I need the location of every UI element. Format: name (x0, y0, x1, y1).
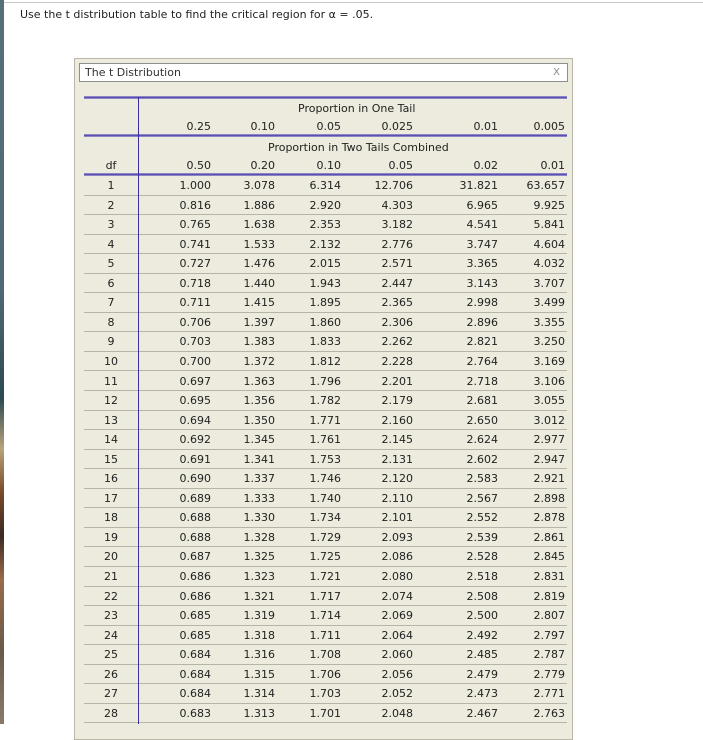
value-cell: 31.821 (459, 179, 498, 192)
value-cell: 2.145 (381, 433, 413, 447)
value-cell: 2.093 (381, 530, 413, 544)
value-cell: 2.764 (466, 354, 498, 368)
value-cell: 1.356 (243, 394, 275, 408)
value-cell: 2.552 (466, 511, 498, 525)
value-cell: 1.325 (243, 550, 275, 564)
value-cell: 6.965 (466, 198, 498, 212)
table-row (84, 567, 567, 587)
two-tail-header: 0.02 (473, 159, 498, 172)
t-distribution-dialog (74, 58, 573, 740)
value-cell: 1.734 (309, 511, 341, 525)
table-row (84, 254, 567, 274)
value-cell: 1.711 (309, 628, 341, 642)
value-cell: 2.624 (466, 433, 498, 447)
value-cell: 3.707 (533, 276, 565, 290)
value-cell: 2.787 (533, 648, 565, 662)
value-cell: 2.492 (466, 628, 498, 642)
one-tail-header: 0.05 (316, 120, 341, 133)
df-cell: 10 (104, 354, 118, 368)
value-cell: 2.567 (466, 491, 498, 505)
value-cell: 1.372 (243, 354, 275, 368)
value-cell: 1.363 (243, 374, 275, 388)
value-cell: 3.182 (381, 218, 413, 232)
value-cell: 1.706 (309, 667, 341, 681)
value-cell: 2.467 (466, 706, 498, 720)
value-cell: 3.106 (533, 374, 565, 388)
df-cell: 14 (104, 433, 118, 447)
value-cell: 0.695 (179, 394, 211, 408)
table-row (84, 587, 567, 607)
value-cell: 1.313 (243, 706, 275, 720)
value-cell: 1.796 (309, 374, 341, 388)
table-row (84, 313, 567, 333)
table-row (84, 684, 567, 704)
value-cell: 2.508 (466, 589, 498, 603)
value-cell: 1.782 (309, 394, 341, 408)
df-cell: 27 (104, 687, 118, 701)
value-cell: 2.086 (381, 550, 413, 564)
value-cell: 0.687 (179, 550, 211, 564)
df-cell: 3 (107, 218, 115, 232)
value-cell: 2.831 (533, 570, 565, 583)
value-cell: 2.447 (381, 276, 413, 290)
value-cell: 0.686 (179, 570, 211, 583)
one-tail-header: 0.025 (381, 120, 413, 133)
value-cell: 6.314 (309, 179, 341, 192)
value-cell: 0.697 (179, 374, 211, 388)
two-tail-label: Proportion in Two Tails Combined (268, 141, 449, 154)
value-cell: 2.201 (381, 374, 413, 388)
value-cell: 1.350 (243, 413, 275, 427)
table-row (84, 665, 567, 685)
df-cell: 20 (104, 550, 118, 564)
table-row (84, 196, 567, 216)
value-cell: 0.684 (179, 648, 211, 662)
background-window-edge (0, 0, 4, 724)
value-cell: 1.440 (243, 276, 275, 290)
value-cell: 3.499 (533, 296, 565, 310)
value-cell: 2.718 (466, 374, 498, 388)
one-tail-header: 0.10 (250, 120, 275, 133)
value-cell: 1.316 (243, 648, 275, 662)
value-cell: 3.078 (243, 179, 275, 192)
one-tail-label: Proportion in One Tail (298, 102, 416, 115)
row-divider (84, 722, 567, 723)
value-cell: 2.583 (466, 472, 498, 486)
value-cell: 2.571 (381, 257, 413, 271)
df-cell: 5 (107, 257, 115, 271)
value-cell: 2.861 (533, 530, 565, 544)
df-cell: 16 (104, 472, 118, 486)
value-cell: 2.771 (533, 687, 565, 701)
value-cell: 2.650 (466, 413, 498, 427)
table-row (84, 215, 567, 235)
value-cell: 2.763 (533, 706, 565, 720)
value-cell: 1.315 (243, 667, 275, 681)
value-cell: 1.721 (309, 570, 341, 583)
value-cell: 2.807 (533, 609, 565, 623)
value-cell: 1.321 (243, 589, 275, 603)
value-cell: 0.692 (179, 433, 211, 447)
value-cell: 1.345 (243, 433, 275, 447)
two-tail-header: 0.50 (186, 159, 211, 172)
value-cell: 0.684 (179, 667, 211, 681)
one-tail-header: 0.01 (473, 120, 498, 133)
value-cell: 1.895 (309, 296, 341, 310)
table-row (84, 450, 567, 470)
table-row (84, 176, 567, 196)
value-cell: 0.700 (179, 354, 211, 368)
value-cell: 0.688 (179, 511, 211, 525)
value-cell: 1.886 (243, 198, 275, 212)
value-cell: 2.101 (381, 511, 413, 525)
value-cell: 2.056 (381, 667, 413, 681)
value-cell: 2.920 (309, 198, 341, 212)
value-cell: 2.821 (466, 335, 498, 349)
value-cell: 1.638 (243, 218, 275, 232)
value-cell: 2.131 (381, 452, 413, 466)
value-cell: 2.947 (533, 452, 565, 466)
df-cell: 19 (104, 530, 118, 544)
df-cell: 26 (104, 667, 118, 681)
value-cell: 1.761 (309, 433, 341, 447)
value-cell: 1.717 (309, 589, 341, 603)
value-cell: 2.797 (533, 628, 565, 642)
value-cell: 2.473 (466, 687, 498, 701)
df-cell: 1 (107, 179, 115, 192)
value-cell: 2.977 (533, 433, 565, 447)
value-cell: 1.943 (309, 276, 341, 290)
value-cell: 2.228 (381, 354, 413, 368)
value-cell: 0.688 (179, 530, 211, 544)
value-cell: 2.080 (381, 570, 413, 583)
value-cell: 1.708 (309, 648, 341, 662)
value-cell: 0.694 (179, 413, 211, 427)
value-cell: 2.921 (533, 472, 565, 486)
value-cell: 0.741 (179, 237, 211, 251)
value-cell: 3.365 (466, 257, 498, 271)
table-row (84, 606, 567, 626)
value-cell: 3.055 (533, 394, 565, 408)
value-cell: 1.383 (243, 335, 275, 349)
value-cell: 2.060 (381, 648, 413, 662)
value-cell: 5.841 (533, 218, 565, 232)
value-cell: 3.012 (533, 413, 565, 427)
two-tail-header: 0.20 (250, 159, 275, 172)
table-row (84, 391, 567, 411)
value-cell: 1.725 (309, 550, 341, 564)
df-cell: 6 (107, 276, 115, 290)
df-cell: 28 (104, 706, 118, 720)
value-cell: 1.333 (243, 491, 275, 505)
table-row (84, 704, 567, 724)
one-tail-header: 0.005 (533, 120, 565, 133)
value-cell: 0.691 (179, 452, 211, 466)
table-row (84, 626, 567, 646)
value-cell: 1.415 (243, 296, 275, 310)
table-row (84, 645, 567, 665)
df-cell: 23 (104, 609, 118, 623)
table-row (84, 489, 567, 509)
value-cell: 0.816 (179, 198, 211, 212)
table-row (84, 332, 567, 352)
df-cell: 7 (107, 296, 115, 310)
top-divider (4, 2, 703, 3)
two-tail-header: 0.01 (540, 159, 565, 172)
value-cell: 2.353 (309, 218, 341, 232)
value-cell: 4.303 (381, 198, 413, 212)
value-cell: 2.179 (381, 394, 413, 408)
value-cell: 1.319 (243, 609, 275, 623)
table-row (84, 547, 567, 567)
value-cell: 0.703 (179, 335, 211, 349)
value-cell: 2.896 (466, 315, 498, 329)
value-cell: 2.779 (533, 667, 565, 681)
table-row (84, 411, 567, 431)
table-row (84, 508, 567, 528)
value-cell: 1.714 (309, 609, 341, 623)
dialog-title: The t Distribution (85, 66, 181, 79)
value-cell: 2.069 (381, 609, 413, 623)
value-cell: 2.015 (309, 257, 341, 271)
value-cell: 0.765 (179, 218, 211, 232)
value-cell: 2.602 (466, 452, 498, 466)
value-cell: 12.706 (374, 179, 413, 192)
df-cell: 11 (104, 374, 118, 388)
value-cell: 2.306 (381, 315, 413, 329)
value-cell: 2.485 (466, 648, 498, 662)
value-cell: 2.776 (381, 237, 413, 251)
value-cell: 2.160 (381, 413, 413, 427)
value-cell: 1.341 (243, 452, 275, 466)
close-button[interactable]: X (553, 67, 560, 78)
value-cell: 1.701 (309, 706, 341, 720)
value-cell: 2.819 (533, 589, 565, 603)
two-tail-header: 0.10 (316, 159, 341, 172)
df-cell: 12 (104, 394, 118, 408)
value-cell: 2.898 (533, 491, 565, 505)
value-cell: 3.355 (533, 315, 565, 329)
value-cell: 0.690 (179, 472, 211, 486)
value-cell: 2.539 (466, 530, 498, 544)
value-cell: 0.685 (179, 609, 211, 623)
value-cell: 1.318 (243, 628, 275, 642)
df-cell: 13 (104, 413, 118, 427)
df-cell: 21 (104, 570, 118, 583)
value-cell: 2.998 (466, 296, 498, 310)
value-cell: 1.729 (309, 530, 341, 544)
value-cell: 3.747 (466, 237, 498, 251)
value-cell: 2.052 (381, 687, 413, 701)
df-cell: 22 (104, 589, 118, 603)
table-row (84, 293, 567, 313)
df-cell: 25 (104, 648, 118, 662)
df-header: df (105, 159, 117, 172)
value-cell: 2.518 (466, 570, 498, 583)
value-cell: 2.479 (466, 667, 498, 681)
value-cell: 0.718 (179, 276, 211, 290)
value-cell: 1.337 (243, 472, 275, 486)
value-cell: 0.683 (179, 706, 211, 720)
value-cell: 0.684 (179, 687, 211, 701)
df-cell: 9 (107, 335, 115, 349)
value-cell: 0.706 (179, 315, 211, 329)
dialog-title-bar[interactable] (79, 63, 568, 82)
table-row (84, 372, 567, 392)
question-text: Use the t distribution table to find the critical region for α = .05. (20, 8, 374, 21)
value-cell: 2.110 (381, 491, 413, 505)
value-cell: 1.833 (309, 335, 341, 349)
value-cell: 2.845 (533, 550, 565, 564)
df-cell: 4 (107, 237, 115, 251)
table-row (84, 274, 567, 294)
value-cell: 0.685 (179, 628, 211, 642)
value-cell: 3.169 (533, 354, 565, 368)
table-row (84, 235, 567, 255)
value-cell: 1.753 (309, 452, 341, 466)
table-row (84, 528, 567, 548)
df-cell: 15 (104, 452, 118, 466)
one-tail-header: 0.25 (186, 120, 211, 133)
table-row (84, 469, 567, 489)
value-cell: 4.604 (533, 237, 565, 251)
value-cell: 2.528 (466, 550, 498, 564)
value-cell: 63.657 (526, 179, 565, 192)
header-middle-rule (84, 134, 567, 137)
value-cell: 2.681 (466, 394, 498, 408)
value-cell: 9.925 (533, 198, 565, 212)
value-cell: 1.323 (243, 570, 275, 583)
value-cell: 2.365 (381, 296, 413, 310)
value-cell: 1.476 (243, 257, 275, 271)
value-cell: 1.000 (179, 179, 211, 192)
value-cell: 1.328 (243, 530, 275, 544)
value-cell: 1.860 (309, 315, 341, 329)
value-cell: 1.330 (243, 511, 275, 525)
value-cell: 3.143 (466, 276, 498, 290)
value-cell: 0.686 (179, 589, 211, 603)
value-cell: 1.771 (309, 413, 341, 427)
df-cell: 24 (104, 628, 118, 642)
header-top-rule (84, 96, 567, 99)
value-cell: 2.132 (309, 237, 341, 251)
df-cell: 2 (107, 198, 115, 212)
df-cell: 18 (104, 511, 118, 525)
table-row (84, 430, 567, 450)
value-cell: 1.397 (243, 315, 275, 329)
value-cell: 0.711 (179, 296, 211, 310)
value-cell: 2.262 (381, 335, 413, 349)
value-cell: 0.727 (179, 257, 211, 271)
value-cell: 0.689 (179, 491, 211, 505)
value-cell: 4.032 (533, 257, 565, 271)
value-cell: 2.048 (381, 706, 413, 720)
value-cell: 2.120 (381, 472, 413, 486)
value-cell: 3.250 (533, 335, 565, 349)
value-cell: 1.740 (309, 491, 341, 505)
value-cell: 1.314 (243, 687, 275, 701)
value-cell: 2.500 (466, 609, 498, 623)
table-row (84, 352, 567, 372)
value-cell: 1.703 (309, 687, 341, 701)
value-cell: 1.812 (309, 354, 341, 368)
value-cell: 1.533 (243, 237, 275, 251)
df-cell: 8 (107, 315, 115, 329)
value-cell: 2.878 (533, 511, 565, 525)
value-cell: 1.746 (309, 472, 341, 486)
two-tail-header: 0.05 (388, 159, 413, 172)
value-cell: 2.064 (381, 628, 413, 642)
df-column-divider (138, 97, 139, 724)
value-cell: 2.074 (381, 589, 413, 603)
value-cell: 4.541 (466, 218, 498, 232)
df-cell: 17 (104, 491, 118, 505)
